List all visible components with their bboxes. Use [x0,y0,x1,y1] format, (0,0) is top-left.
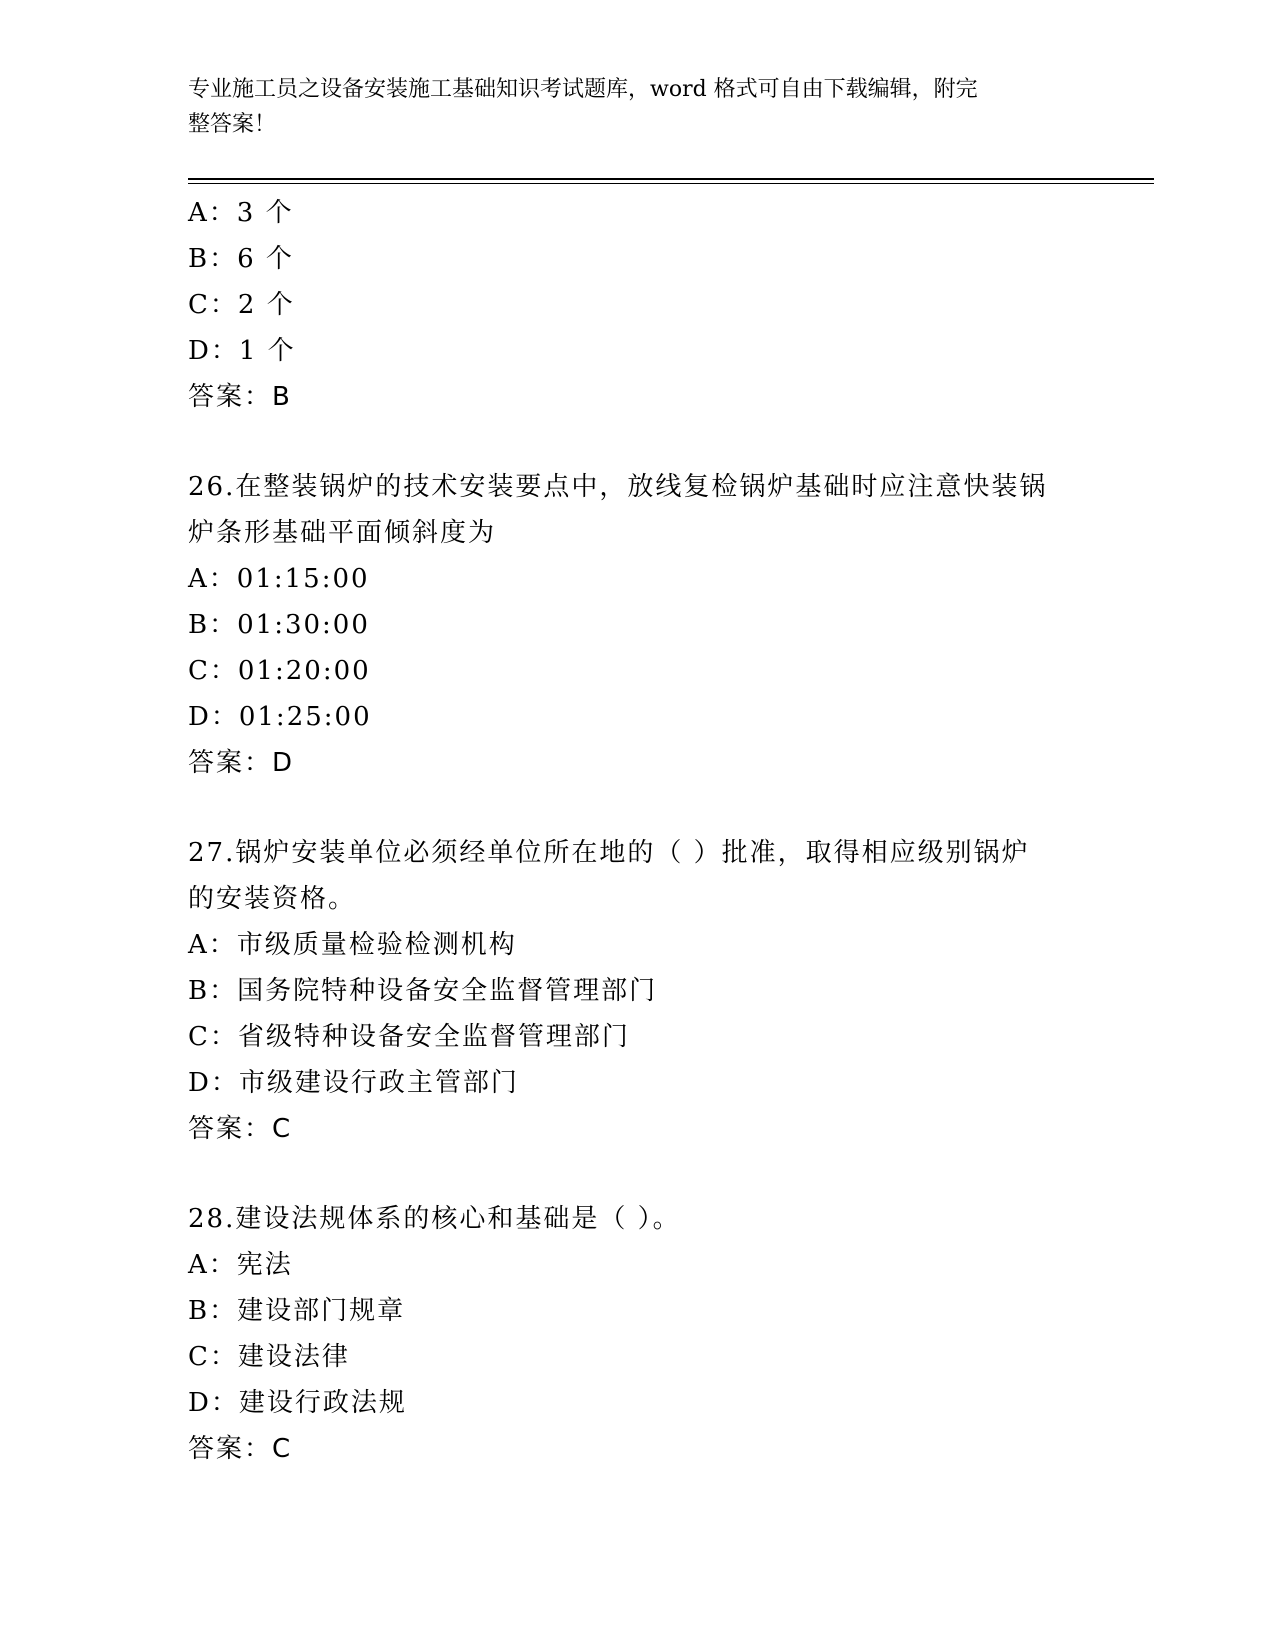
question-stem-line: 28.建设法规体系的核心和基础是（ ）。 [188,1204,681,1234]
option-d: D：01:25:00 [188,702,372,732]
question-28 [188,1196,1088,1472]
option-b: B：01:30:00 [188,610,370,640]
option-c: C：省级特种设备安全监督管理部门 [188,1022,630,1052]
option-d: D：1 个 [188,336,296,366]
question-27 [188,830,1088,1152]
option-a: A：01:15:00 [188,564,370,594]
question-stem-line: 炉条形基础平面倾斜度为 [188,518,497,548]
option-d: D：市级建设行政主管部门 [188,1068,519,1098]
spacer [188,420,1088,464]
option-a: A：市级质量检验检测机构 [188,930,517,960]
header-line-2: 整答案！ [188,112,277,137]
option-a: A：宪法 [188,1250,293,1280]
question-stem-line: 26.在整装锅炉的技术安装要点中，放线复检锅炉基础时应注意快装锅 [188,472,1048,502]
spacer [188,1152,1088,1196]
question-stem-line: 27.锅炉安装单位必须经单位所在地的（ ）批准，取得相应级别锅炉 [188,838,1030,868]
question-stem-line: 的安装资格。 [188,884,357,914]
answer-line: 答案：C [188,1434,293,1464]
answer-line: 答案：C [188,1114,293,1144]
answer-line: 答案：D [188,748,295,778]
question-26 [188,464,1088,786]
document-header [188,72,1088,142]
question-25-options [188,190,1088,420]
option-a: A：3 个 [188,198,294,228]
option-c: C：建设法律 [188,1342,350,1372]
option-b: B：6 个 [188,244,294,274]
spacer [188,786,1088,830]
option-c: C：01:20:00 [188,656,371,686]
option-c: C：2 个 [188,290,295,320]
header-line-1: 专业施工员之设备安装施工基础知识考试题库，word 格式可自由下载编辑，附完 [188,77,978,102]
option-d: D：建设行政法规 [188,1388,407,1418]
header-divider [188,178,1154,184]
option-b: B：国务院特种设备安全监督管理部门 [188,976,658,1006]
answer-line: 答案：B [188,382,292,412]
option-b: B：建设部门规章 [188,1296,406,1326]
question-list [188,190,1088,1472]
